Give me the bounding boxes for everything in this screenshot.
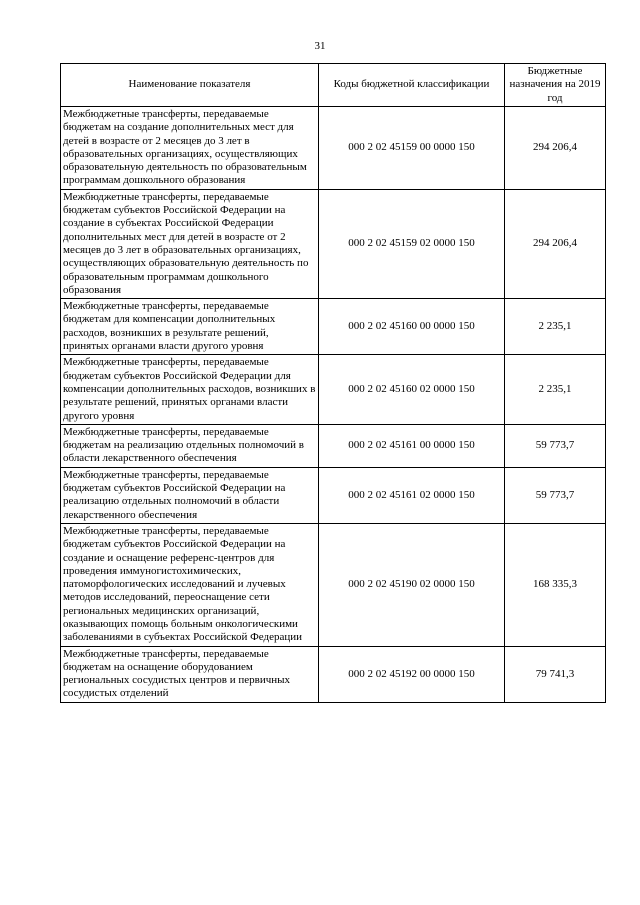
row-name: Межбюджетные трансферты, передаваемые бюджетам субъектов Российской Федерации на создание в субъектах Российской Федерации дополнительных мест для детей в возрасте от 2 месяцев до 3 лет в образовательных организациях, осуществляющих образовательную деятельность по образовательным программам дошкольного образования [61, 189, 319, 298]
row-code: 000 2 02 45159 02 0000 150 [319, 189, 505, 298]
row-name: Межбюджетные трансферты, передаваемые бюджетам субъектов Российской Федерации на создание и оснащение референс-центров для проведения иммуногистохимических, патоморфологических исследований и лучевых методов исследований, переоснащение сети региональных медицинских организаций, оказывающих помощь больным онкологическими заболеваниями в субъектах Российской Федерации [61, 523, 319, 646]
table-row [61, 646, 606, 702]
row-name: Межбюджетные трансферты, передаваемые бюджетам субъектов Российской Федерации для компенсации дополнительных расходов, возникших в результате решений, принятых органами власти другого уровня [61, 355, 319, 424]
row-name: Межбюджетные трансферты, передаваемые бюджетам субъектов Российской Федерации на реализацию отдельных полномочий в области лекарственного обеспечения [61, 467, 319, 523]
table-row [61, 107, 606, 190]
row-value: 79 741,3 [505, 646, 606, 702]
budget-table [60, 63, 606, 703]
row-name: Межбюджетные трансферты, передаваемые бюджетам на оснащение оборудованием региональных сосудистых центров и первичных сосудистых отделений [61, 646, 319, 702]
row-name: Межбюджетные трансферты, передаваемые бюджетам на реализацию отдельных полномочий в области лекарственного обеспечения [61, 424, 319, 467]
table-row [61, 189, 606, 298]
row-name: Межбюджетные трансферты, передаваемые бюджетам для компенсации дополнительных расходов, возникших в результате решений, принятых органами власти другого уровня [61, 299, 319, 355]
table-header-row [61, 64, 606, 107]
table-row [61, 424, 606, 467]
header-budget-amount: Бюджетные назначения на 2019 год [505, 64, 606, 107]
row-value: 168 335,3 [505, 523, 606, 646]
row-value: 2 235,1 [505, 299, 606, 355]
row-code: 000 2 02 45159 00 0000 150 [319, 107, 505, 190]
row-code: 000 2 02 45190 02 0000 150 [319, 523, 505, 646]
header-budget-code: Коды бюджетной классификации [319, 64, 505, 107]
row-code: 000 2 02 45192 00 0000 150 [319, 646, 505, 702]
row-name: Межбюджетные трансферты, передаваемые бюджетам на создание дополнительных мест для детей в возрасте от 2 месяцев до 3 лет в образовательных организациях, осуществляющих образовательную деятельность по образовательным программам дошкольного образования [61, 107, 319, 190]
row-code: 000 2 02 45160 02 0000 150 [319, 355, 505, 424]
row-code: 000 2 02 45161 02 0000 150 [319, 467, 505, 523]
row-value: 294 206,4 [505, 107, 606, 190]
header-indicator-name: Наименование показателя [61, 64, 319, 107]
table-row [61, 355, 606, 424]
row-value: 294 206,4 [505, 189, 606, 298]
table-row [61, 299, 606, 355]
row-code: 000 2 02 45161 00 0000 150 [319, 424, 505, 467]
row-value: 59 773,7 [505, 467, 606, 523]
row-code: 000 2 02 45160 00 0000 150 [319, 299, 505, 355]
table-row [61, 467, 606, 523]
row-value: 59 773,7 [505, 424, 606, 467]
page-number: 31 [314, 40, 326, 52]
table-row [61, 523, 606, 646]
row-value: 2 235,1 [505, 355, 606, 424]
